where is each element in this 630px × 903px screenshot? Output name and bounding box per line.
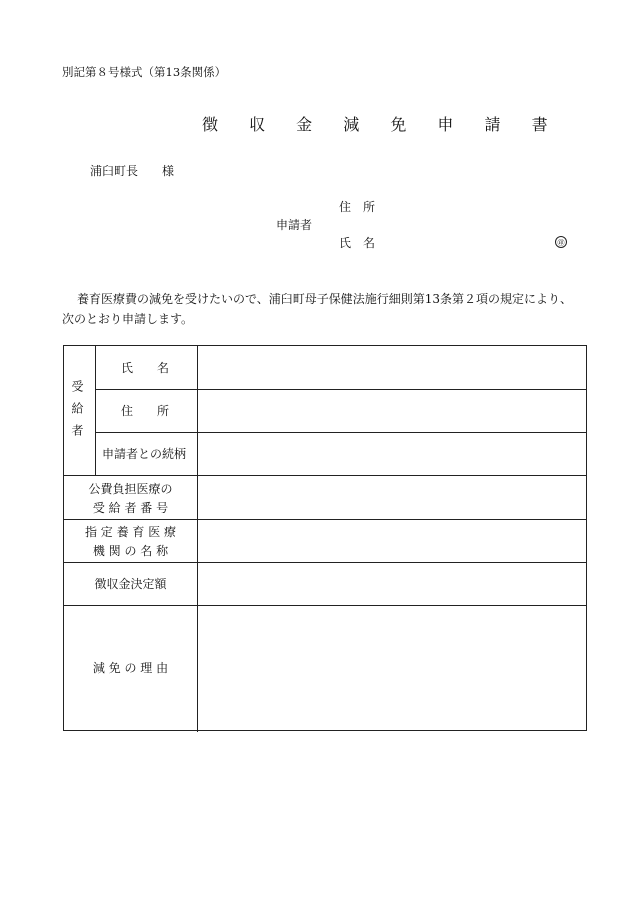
statement-line-2: 次のとおり申請します。 <box>62 312 194 326</box>
recipient-address-entry-field[interactable] <box>198 390 586 431</box>
statement-line-1: 養育医療費の減免を受けたいので、浦臼町母子保健法施行細則第13条第２項の規定により、 <box>77 292 573 306</box>
recipient-number-entry-field[interactable] <box>198 476 586 518</box>
application-form-table <box>63 345 587 731</box>
relationship-label: 申請者との続柄 <box>102 447 187 461</box>
left-inner-vertical-line <box>95 346 96 475</box>
reduction-reason-entry-field[interactable] <box>198 606 586 730</box>
relationship-entry-field[interactable] <box>198 433 586 474</box>
recipient-address-label: 住 所 <box>121 404 170 418</box>
public-expense-recipient-number-label-line-1: 公費負担医療の <box>88 482 173 496</box>
page-title: 徴 収 金 減 免 申 請 書 <box>202 115 561 134</box>
reduction-reason-label: 減 免 の 理 由 <box>92 661 169 675</box>
public-expense-recipient-number-label-line-2: 受 給 者 番 号 <box>92 501 169 515</box>
designated-medical-institution-label-line-1: 指 定 養 育 医 療 <box>84 525 177 539</box>
applicant-label: 申請者 <box>276 218 313 232</box>
medical-institution-entry-field[interactable] <box>198 520 586 561</box>
designated-medical-institution-label-line-2: 機 関 の 名 称 <box>92 544 169 558</box>
applicant-address-label: 住 所 <box>339 200 376 214</box>
recipient-group-label: 受給者 <box>70 380 84 446</box>
determined-amount-label: 徴収金決定額 <box>94 577 167 591</box>
determined-amount-entry-field[interactable] <box>198 563 586 604</box>
recipient-name-entry-field[interactable] <box>198 347 586 388</box>
addressee: 浦臼町長 様 <box>90 164 175 178</box>
recipient-name-label: 氏 名 <box>121 361 170 375</box>
seal-mark: ㊞ <box>555 236 567 248</box>
form-number: 別記第８号様式（第13条関係） <box>62 65 227 79</box>
applicant-name-label: 氏 名 <box>339 236 376 250</box>
